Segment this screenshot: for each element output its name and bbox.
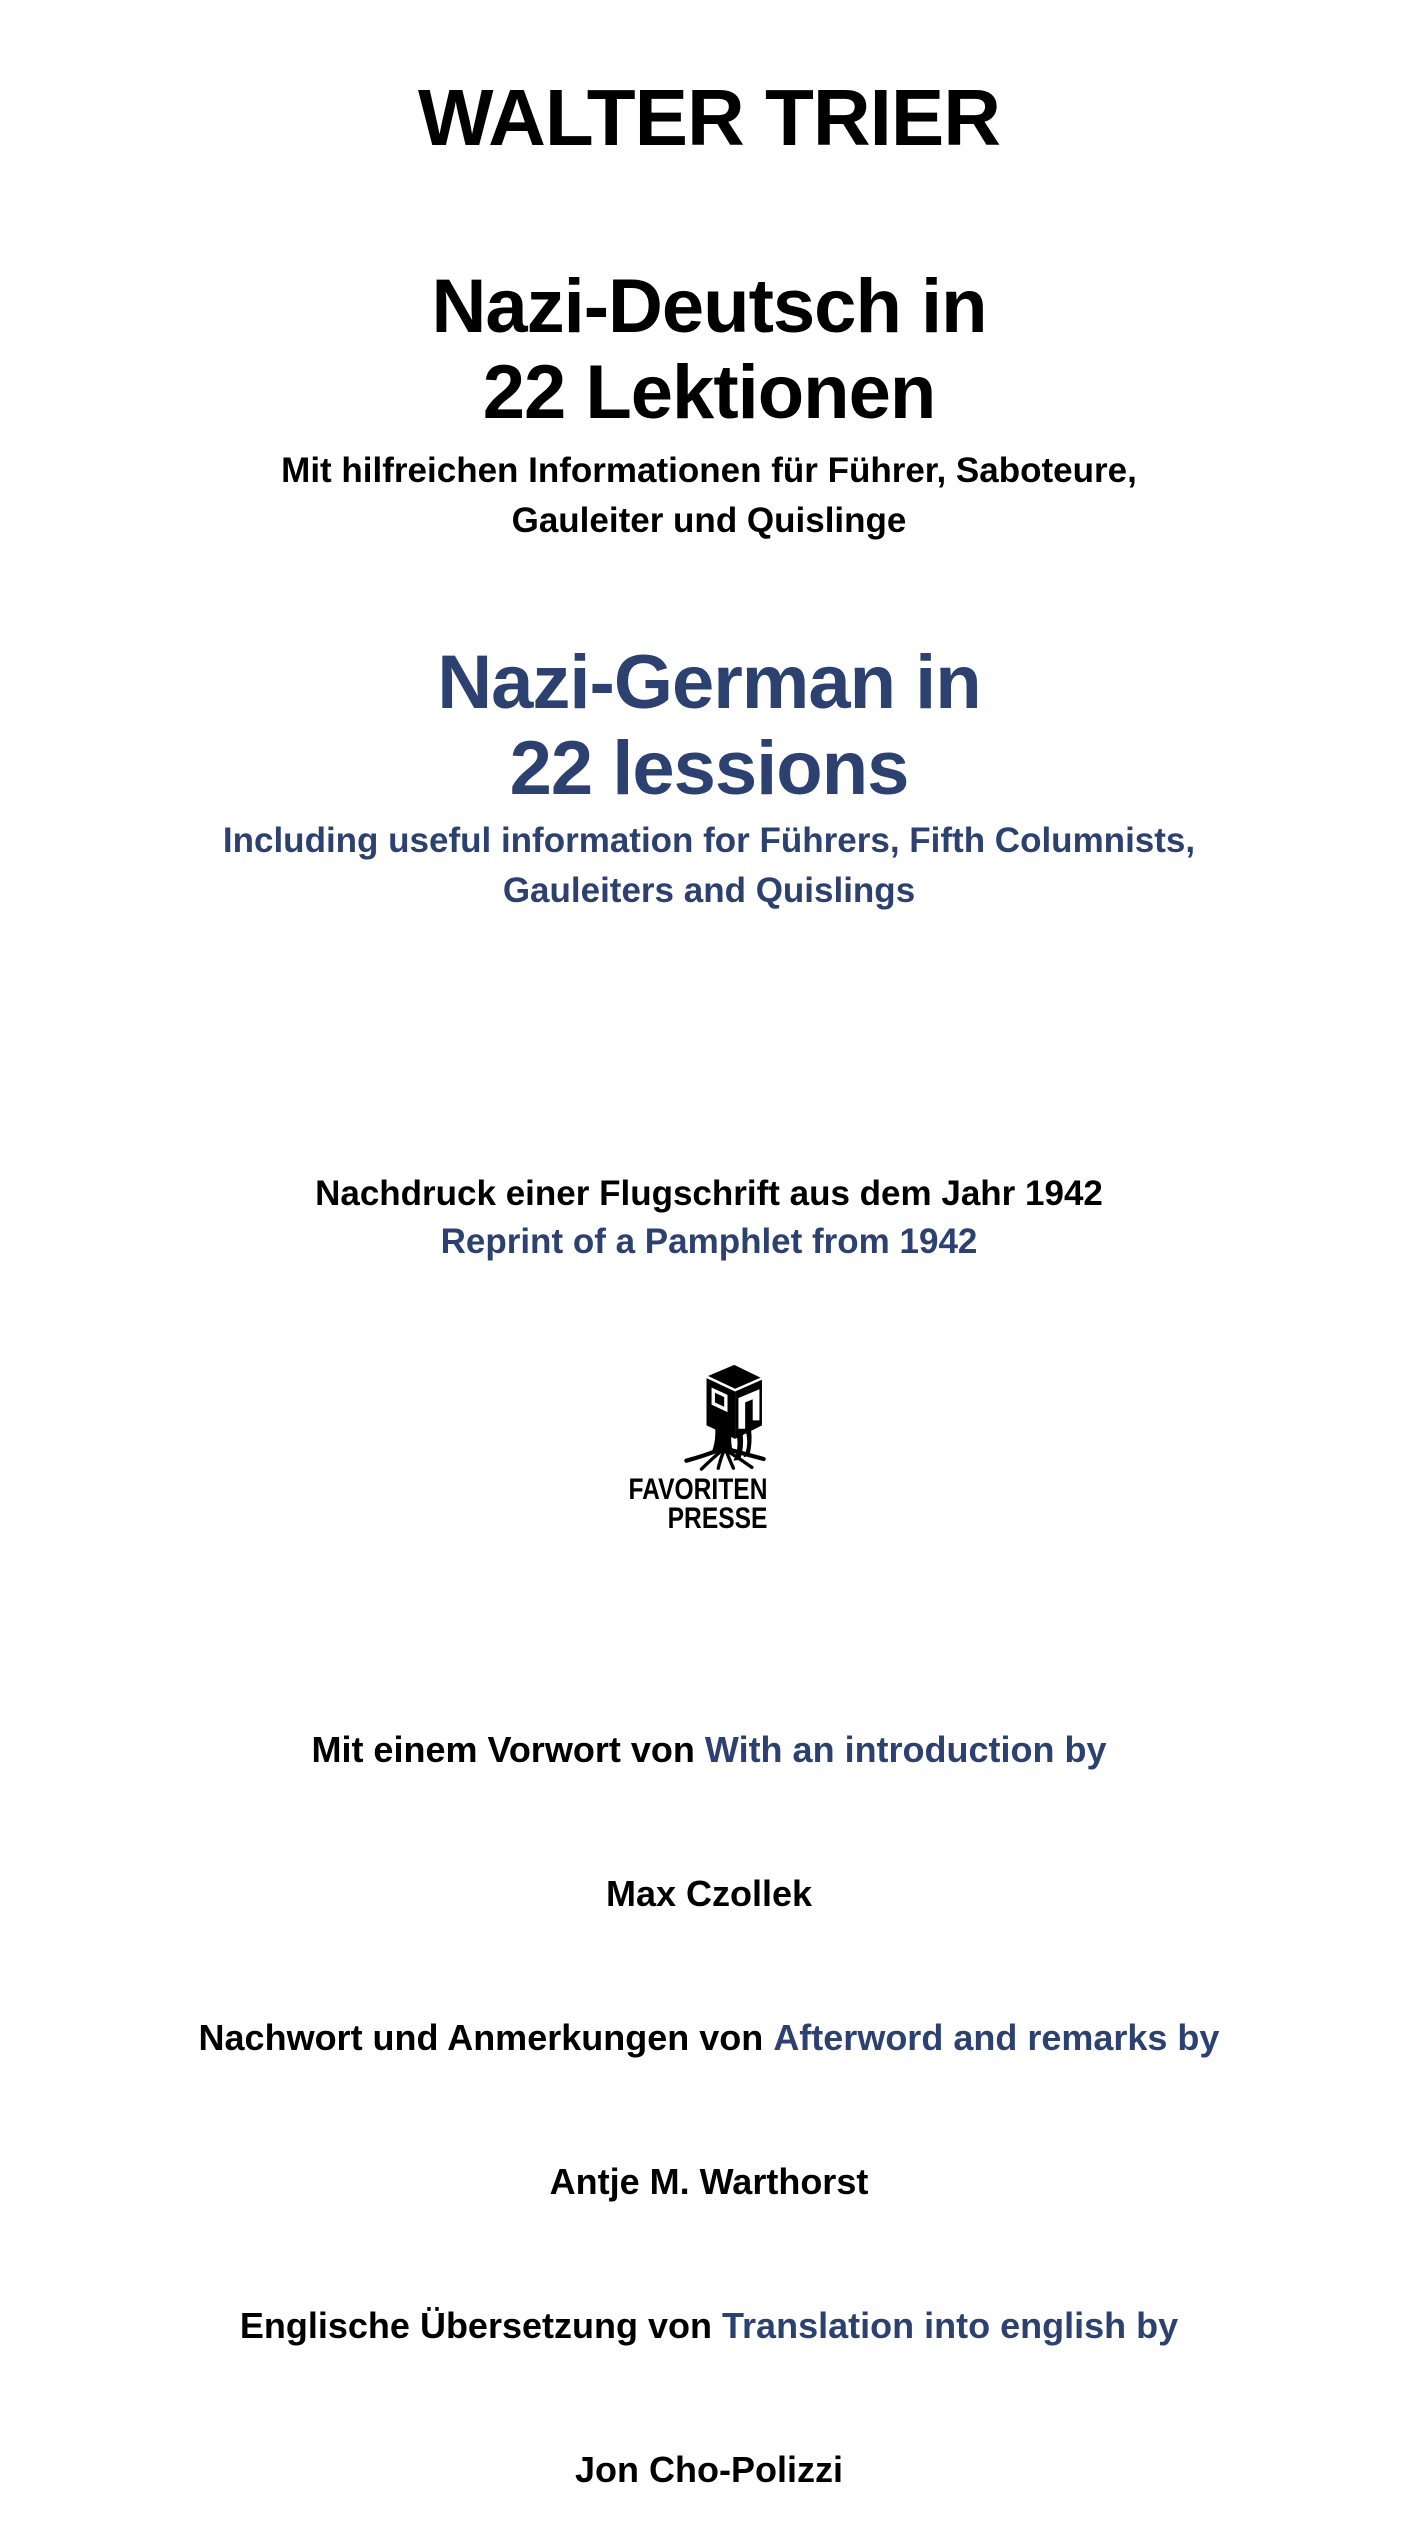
reprint-note: [0, 1170, 1418, 1266]
credit-role-afterword: [0, 2014, 1418, 2062]
subtitle-english-line2: Gauleiters and Quislings: [502, 871, 916, 910]
title-english-line2: 22 lessions: [509, 726, 909, 811]
title-english-line1: Nazi-German in: [437, 640, 981, 725]
title-german-line1: Nazi-Deutsch in: [431, 264, 987, 349]
title-german: [0, 264, 1418, 436]
credit-role-translation: [0, 2302, 1418, 2350]
credit-role-translation-de: Englische Übersetzung von: [239, 2305, 712, 2346]
credit-role-foreword-de: Mit einem Vorwort von: [311, 1729, 695, 1770]
publisher-name-line1: FAVORITEN: [628, 1473, 767, 1506]
subtitle-german-line1: Mit hilfreichen Informationen für Führer, Saboteure,: [281, 451, 1137, 490]
credit-person-foreword: Max Czollek: [605, 1873, 813, 1914]
subtitle-german: [0, 446, 1418, 546]
credit-role-foreword: [0, 1726, 1418, 1774]
publisher-name-line2: PRESSE: [667, 1502, 767, 1535]
credit-role-foreword-en: With an introduction by: [704, 1729, 1107, 1770]
favoriten-presse-house-on-roots-icon: [683, 1361, 767, 1473]
reprint-note-german: Nachdruck einer Flugschrift aus dem Jahr 1942: [315, 1174, 1103, 1213]
title-german-line2: 22 Lektionen: [482, 350, 936, 435]
publisher-name: [628, 1475, 767, 1533]
credit-person-translation: Jon Cho-Polizzi: [575, 2449, 843, 2490]
subtitle-german-line2: Gauleiter und Quislinge: [511, 501, 907, 540]
credit-role-translation-en: Translation into english by: [722, 2305, 1179, 2346]
credit-role-afterword-en: Afterword and remarks by: [773, 2017, 1220, 2058]
author-name: WALTER TRIER: [417, 73, 1001, 162]
subtitle-english: [0, 816, 1418, 916]
reprint-note-english: Reprint of a Pamphlet from 1942: [440, 1222, 978, 1261]
credits: [0, 1630, 1418, 2542]
credit-person-afterword: Antje M. Warthorst: [549, 2161, 869, 2202]
publisher-logo: [617, 1361, 767, 1533]
title-english: [0, 640, 1418, 812]
subtitle-english-line1: Including useful information for Führers, Fifth Columnists,: [222, 821, 1196, 860]
credit-role-afterword-de: Nachwort und Anmerkungen von: [198, 2017, 764, 2058]
